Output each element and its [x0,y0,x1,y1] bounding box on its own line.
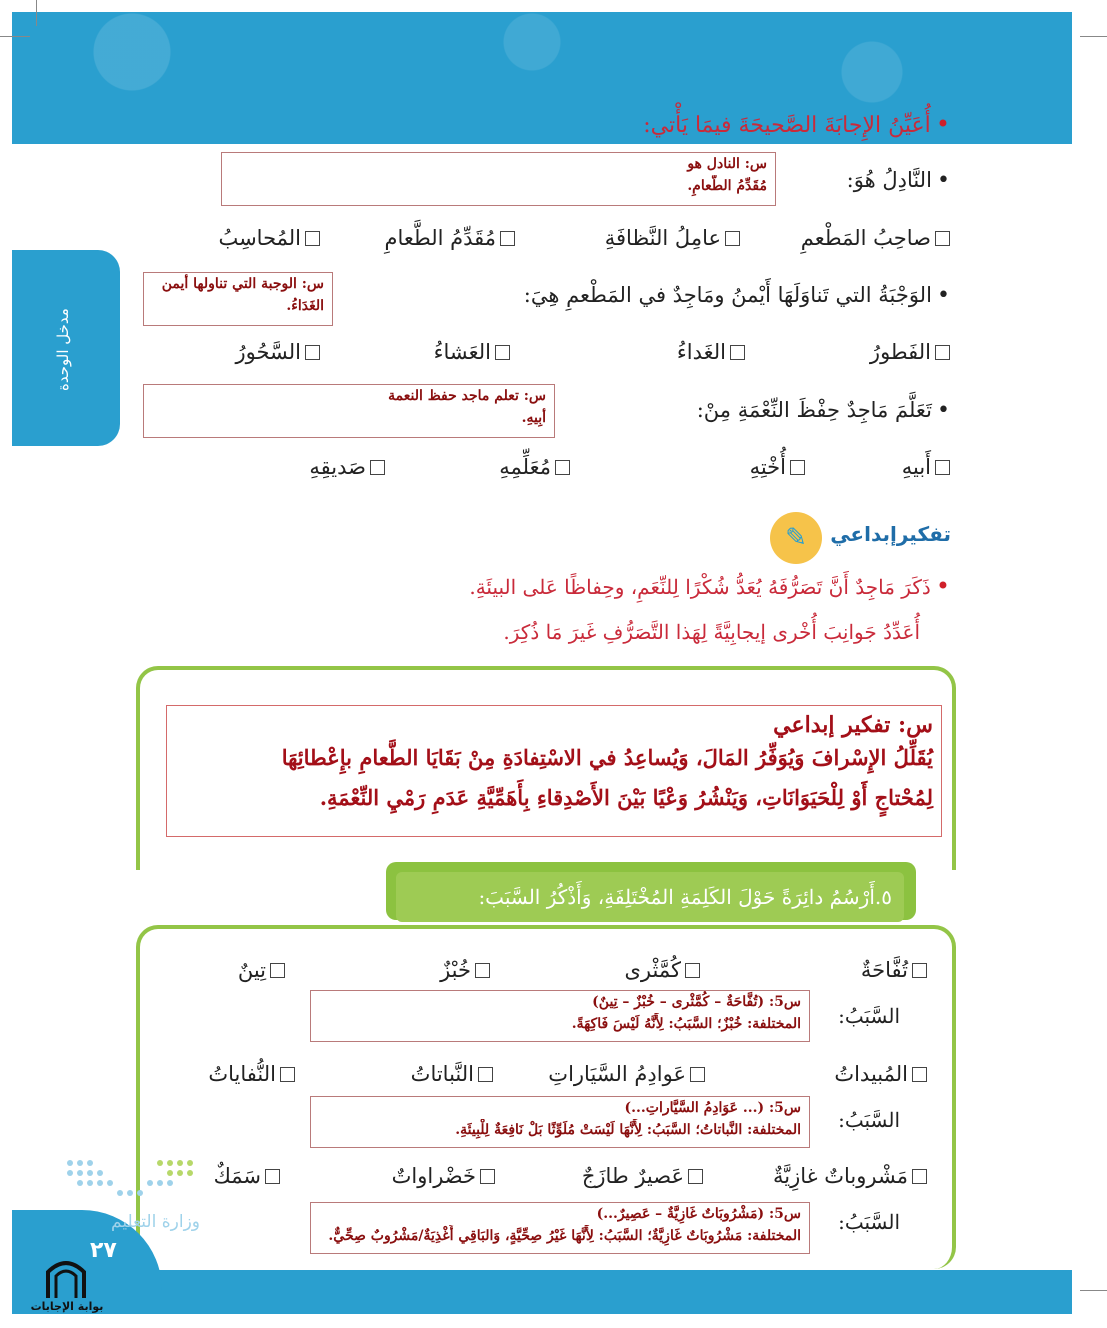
reason-label: السَّبَبُ: [838,1108,900,1132]
answer-line: س5: (... عَوَادِمُ السَّيَّاراتِ...) [624,1100,801,1116]
portal-gate-icon [44,1254,88,1300]
checkbox-icon[interactable] [500,231,515,246]
lightbulb-pencil-icon: ✎ [770,512,822,564]
q5-title: ٥.أَرْسُمُ دائِرَةً حَوْلَ الكَلِمَةِ المُخْتَلِفَةِ، وَأَذْكُرُ السَّبَبَ: [396,872,904,922]
checkbox-icon[interactable] [730,345,745,360]
checkbox-icon[interactable] [935,460,950,475]
checkbox-icon[interactable] [305,231,320,246]
checkbox-icon[interactable] [912,1067,927,1082]
answer-line: الغَدَاءُ. [286,298,324,314]
option-q5-g2-3[interactable]: النَّباتاتُ [385,1062,493,1086]
checkbox-icon[interactable] [690,1067,705,1082]
checkbox-icon[interactable] [270,963,285,978]
crop-mark [0,36,30,37]
answer-line: س5: (تُفَّاحَةٌ – كُمَّثْرى – خُبْزٌ – تِينٌ) [592,994,801,1010]
answer-box-q2 [143,272,333,326]
footer-band [12,1270,1072,1314]
creative-title: تفكيرإبداعي [830,522,951,546]
section-heading: • أُعَيِّنُ الإِجابَةَ الصَّحيحَةَ فيمَا يَأْتي: [643,110,950,138]
checkbox-icon[interactable] [370,460,385,475]
checkbox-icon[interactable] [495,345,510,360]
bullet-icon: • [937,398,950,423]
answer-line: المختلفة: النَّباتاتُ؛ السَّبَبُ: لِأَنَّهَا لَيْسَتْ مُلَوِّثًا بَلْ نَافِعَةٌ لِلْبِيئَةِ. [455,1122,801,1138]
reason-label: السَّبَبُ: [838,1210,900,1234]
option-q5-g1-3[interactable]: خُبْزٌ [415,958,490,982]
checkbox-icon[interactable] [478,1067,493,1082]
creative-answer-box [166,705,942,837]
answer-box-q5-g3 [310,1202,810,1254]
option-q5-g2-2[interactable]: عَوادِمُ السَّيَاراتِ [520,1062,705,1086]
option-q5-g3-1[interactable]: مَشْروباتٌ غازِيَّةٌ [745,1164,927,1188]
answer-line: المختلفة: مَشْرُوبَاتٌ غَازِيَّةٌ؛ السَّبَبُ: لِأَنَّهَا غَيْرُ صِحِّيَّةٍ، وَالبَاقِي أَغْذِيَةٌ/مَشْرُوبٌ صِحِّيٌّ. [328,1228,801,1244]
crop-mark [1080,1290,1107,1291]
option-q3-2[interactable]: أُخْتِهِ [690,455,805,479]
bullet-icon: • [937,168,950,193]
option-q3-3[interactable]: مُعَلِّمِهِ [460,455,570,479]
question-1: • النَّادِلُ هُوَ: [846,168,950,193]
option-q2-4[interactable]: السَّحُورُ [205,340,320,364]
crop-mark [1080,36,1107,37]
answer-line: مُقَدِّمُ الطَّعامِ. [687,178,767,194]
portal-label: بوابة الإجابات [30,1300,104,1313]
bullet-icon: • [935,572,950,600]
option-q5-g2-4[interactable]: النُّفاياتُ [180,1062,295,1086]
option-q5-g3-3[interactable]: خَضْراواتٌ [365,1164,495,1188]
answer-box-q1 [221,152,776,206]
crop-mark [36,0,37,26]
answer-line: أبِيهِ. [521,410,546,426]
checkbox-icon[interactable] [555,460,570,475]
answer-line: س5: (مَشْرُوبَاتٌ غَازِيَّةٌ – عَصِيرٌ...) [596,1206,801,1222]
checkbox-icon[interactable] [480,1169,495,1184]
question-2: • الوَجْبَةُ التي تَناوَلَهَا أَيْمنُ ومَاجِدٌ في المَطْعمِ هِيَ: [523,283,950,308]
checkbox-icon[interactable] [475,963,490,978]
unit-side-tab-label: مدخل الوحدة [54,308,72,392]
checkbox-icon[interactable] [688,1169,703,1184]
answer-line: لِمُحْتاجٍ أَوْ لِلْحَيَوَانَاتِ، وَيَنْشُرُ وَعْيًا بَيْنَ الأَصْدِقاءِ بِأَهَمِّيَّةِ عَدَمِ رَمْيِ النِّعْمَةِ. [319,785,933,810]
answer-box-q5-g1 [310,990,810,1042]
checkbox-icon[interactable] [912,1169,927,1184]
option-q1-2[interactable]: عامِلُ النَّظافَةِ [585,226,740,250]
answer-box-q5-g2 [310,1096,810,1148]
option-q3-4[interactable]: صَديقِهِ [265,455,385,479]
checkbox-icon[interactable] [685,963,700,978]
bullet-icon: • [937,283,950,308]
option-q2-1[interactable]: الفَطورُ [820,340,950,364]
checkbox-icon[interactable] [935,345,950,360]
answer-heading: س: تفكير إبداعي [773,712,933,738]
answer-line: يُقَلِّلُ الإِسْرافَ وَيُوَفِّرُ المَالَ، وَيُساعِدُ في الاسْتِفادَةِ مِنْ بَقَايَا الطَّعامِ بإِعْطائِهَا [281,745,933,770]
option-q2-2[interactable]: الغَداءُ [640,340,745,364]
option-q5-g1-2[interactable]: كُمَّثْرى [600,958,700,982]
question-3: • تَعَلَّمَ مَاجِدٌ حِفْظَ النِّعْمَةِ مِنْ: [696,398,950,423]
checkbox-icon[interactable] [305,345,320,360]
answer-line: المختلفة: خُبْزٌ؛ السَّبَبُ: لِأَنَّهُ لَيْسَ فَاكِهَةً. [571,1016,801,1032]
option-q2-3[interactable]: العَشاءُ [410,340,510,364]
option-q5-g3-4[interactable]: سَمَكٌ [190,1164,280,1188]
checkbox-icon[interactable] [265,1169,280,1184]
option-q5-g3-2[interactable]: عَصيرٌ طازَجٌ [555,1164,703,1188]
creative-prompt-line-1: • ذَكَرَ مَاجِدٌ أَنَّ تَصَرُّفَهُ يُعَدُّ شُكْرًا لِلنِّعَمِ، وحِفاظًا عَلى البيئَةِ. [469,572,950,600]
ministry-name: وزارة التعليم [111,1212,200,1232]
checkbox-icon[interactable] [935,231,950,246]
option-q5-g1-4[interactable]: تِينٌ [215,958,285,982]
answer-line: س: الوجبة التي تناولها أيمن [161,276,324,292]
answer-line: س: النادل هو [687,156,767,172]
option-q1-3[interactable]: مُقَدِّمُ الطَّعامِ [370,226,515,250]
option-q1-1[interactable]: صاحِبُ المَطْعمِ [780,226,950,250]
option-q5-g1-1[interactable]: تُفَّاحَةٌ [815,958,927,982]
option-q5-g2-1[interactable]: المُبيداتُ [805,1062,927,1086]
reason-label: السَّبَبُ: [838,1004,900,1028]
checkbox-icon[interactable] [725,231,740,246]
option-q3-1[interactable]: أَبيهِ [850,455,950,479]
answer-line: س: تعلم ماجد حفظ النعمة [388,388,546,404]
page-number: ٢٧ [90,1238,117,1263]
checkbox-icon[interactable] [790,460,805,475]
option-q1-4[interactable]: المُحاسِبُ [195,226,320,250]
checkbox-icon[interactable] [912,963,927,978]
bullet-icon: • [935,110,950,138]
answer-box-q3 [143,384,555,438]
creative-prompt-line-2: أُعَدِّدُ جَوانِبَ أُخْرى إيجابِيَّةً لِهَذا التَّصَرُّفِ غَيرَ مَا ذُكِرَ. [503,620,920,644]
checkbox-icon[interactable] [280,1067,295,1082]
